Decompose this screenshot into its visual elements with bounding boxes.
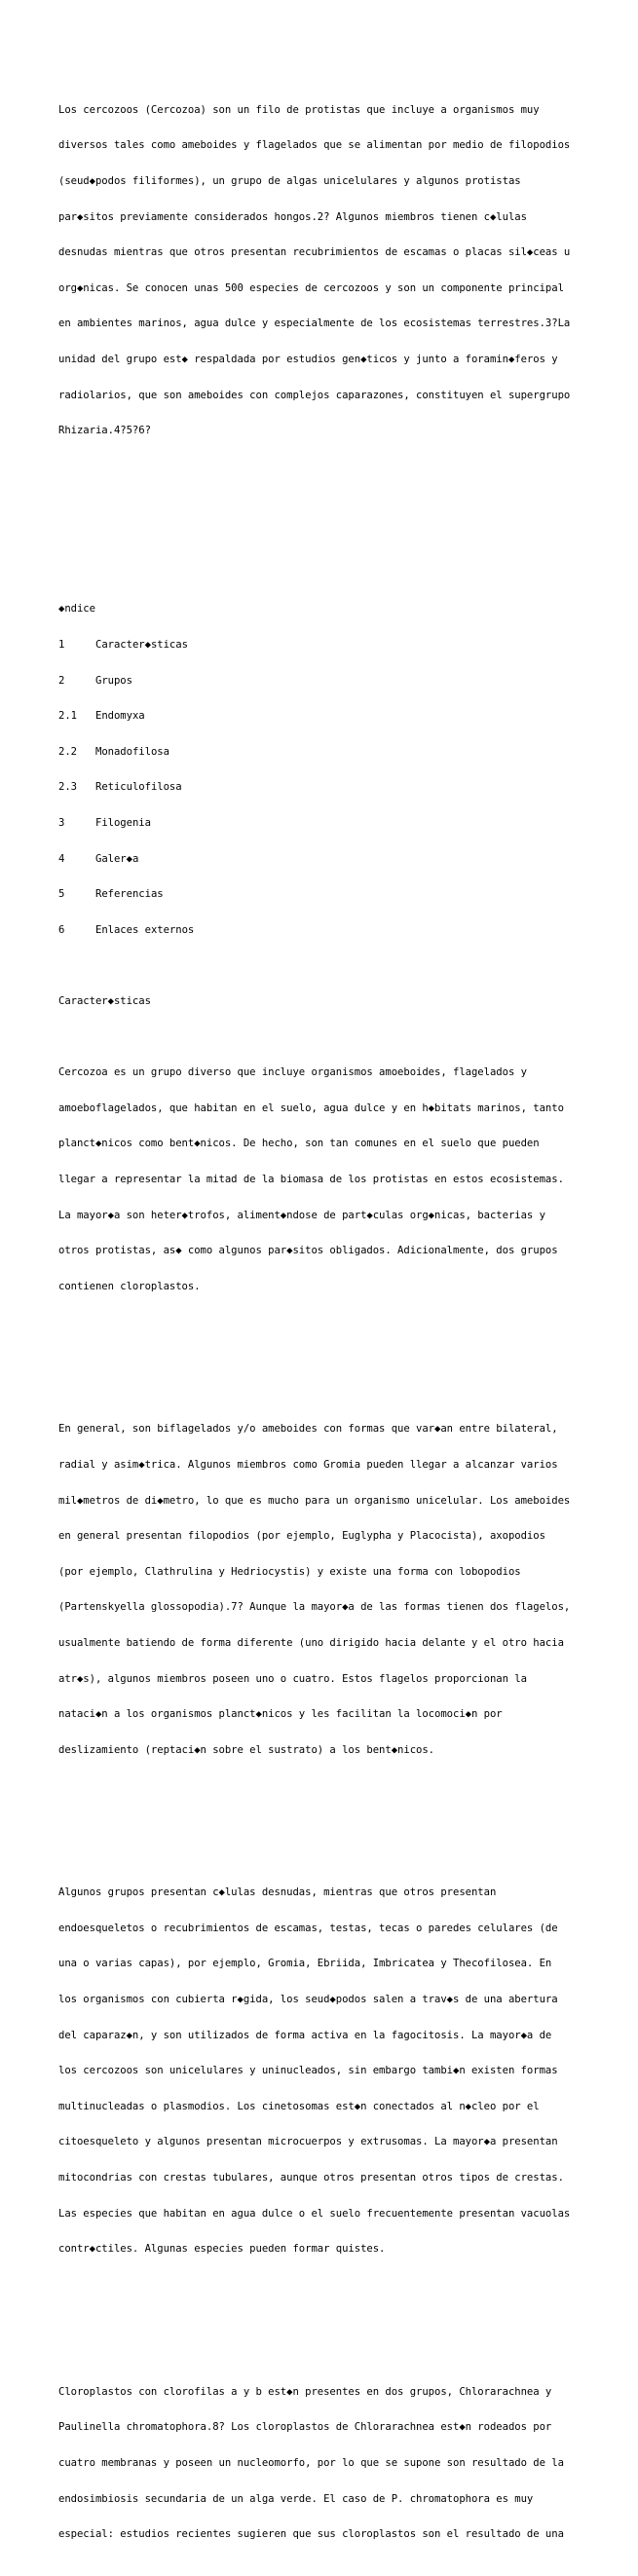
text-line: del caparaz◆n, y son utilizados de forma activa en la fagocitosis. La mayor◆a de [58, 2029, 552, 2041]
text-line: mil◆metros de di◆metro, lo que es mucho para un organismo unicelular. Los ameboides [58, 1494, 571, 1507]
text-line: usualmente batiendo de forma diferente (uno dirigido hacia delante y el otro hacia [58, 1636, 564, 1649]
text-line: La mayor◆a son heter◆trofos, aliment◆ndose de part◆culas org◆nicas, bacterias y [58, 1209, 545, 1221]
text-line: En general, son biflagelados y/o ameboides con formas que var◆an entre bilateral, [58, 1423, 558, 1436]
toc-label: Referencias [95, 888, 164, 901]
text-line: mitocondrias con crestas tubulares, aunque otros presentan otros tipos de crestas. [58, 2172, 564, 2184]
toc-label: Filogenia [95, 816, 151, 829]
paragraph [58, 1400, 604, 1780]
text-line: cuatro membranas y poseen un nucleomorfo, por lo que se supone son resultado de la [58, 2456, 564, 2469]
toc-label: Galer◆a [95, 852, 139, 865]
paragraph [58, 1863, 604, 2279]
text-line: Cercozoa es un grupo diverso que incluye organismos amoeboides, flagelados y [58, 1066, 527, 1079]
text-line: Algunos grupos presentan c◆lulas desnudas, mientras que otros presentan [58, 1886, 497, 1899]
toc-label: Monadofilosa [95, 745, 169, 758]
toc-number: 2.3 [58, 781, 77, 794]
toc-item[interactable] [58, 924, 604, 936]
paragraph [58, 1043, 604, 1317]
text-line: deslizamiento (reptaci◆n sobre el sustrato) a los bent◆nicos. [58, 1743, 435, 1756]
text-line: una o varias capas), por ejemplo, Gromia, Ebriida, Imbricatea y Thecofilosea. En [58, 1958, 552, 1970]
text-line: (seud◆podos filiformes), un grupo de algas unicelulares y algunos protistas [58, 175, 521, 188]
toc-number: 2 [58, 674, 65, 687]
text-line: otros protistas, as◆ como algunos par◆sitos obligados. Adicionalmente, dos grupos [58, 1245, 558, 1257]
toc-item[interactable] [58, 639, 604, 651]
toc-number: 6 [58, 923, 65, 936]
text-line: Cloroplastos con clorofilas a y b est◆n presentes en dos grupos, Chlorarachnea y [58, 2385, 552, 2398]
toc-number: 1 [58, 638, 65, 651]
text-line: radiolarios, que son ameboides con complejos caparazones, constituyen el supergrupo [58, 389, 571, 401]
text-line: contr◆ctiles. Algunas especies pueden formar quistes. [58, 2243, 386, 2256]
toc-number: 3 [58, 816, 65, 829]
text-line: atr◆s), algunos miembros poseen uno o cuatro. Estos flagelos proporcionan la [58, 1672, 527, 1685]
text-line: en ambientes marinos, agua dulce y especialmente de los ecosistemas terrestres.3?La [58, 317, 571, 330]
toc-title: ◆ndice [58, 603, 95, 616]
text-line: par◆sitos previamente considerados hongos.2? Algunos miembros tienen c◆lulas [58, 210, 527, 223]
toc-label: Reticulofilosa [95, 781, 182, 794]
text-line: contienen cloroplastos. [58, 1280, 201, 1292]
text-line: unidad del grupo est◆ respaldada por estudios gen◆ticos y junto a foramin◆feros y [58, 354, 558, 366]
text-line: los organismos con cubierta r◆gida, los seud◆podos salen a trav◆s de una abertura [58, 1994, 558, 2006]
toc-number: 5 [58, 888, 65, 901]
text-line: desnudas mientras que otros presentan recubrimientos de escamas o placas sil◆ceas u [58, 246, 571, 259]
toc-item[interactable] [58, 888, 604, 900]
toc-item[interactable] [58, 781, 604, 793]
text-line: planct◆nicos como bent◆nicos. De hecho, son tan comunes en el suelo que pueden [58, 1138, 540, 1150]
toc-item[interactable] [58, 675, 604, 687]
toc-label: Endomyxa [95, 710, 145, 723]
toc-number: 4 [58, 852, 65, 865]
text-line: Las especies que habitan en agua dulce o el suelo frecuentemente presentan vacuolas [58, 2207, 571, 2220]
toc-label: Caracter◆sticas [95, 638, 188, 651]
text-line: Los cercozoos (Cercozoa) son un filo de protistas que incluye a organismos muy [58, 103, 540, 116]
toc-item[interactable] [58, 710, 604, 722]
text-line: citoesqueleto y algunos presentan microcuerpos y extrusomas. La mayor◆a presentan [58, 2136, 558, 2148]
text-line: multinucleadas o plasmodios. Los cinetosomas est◆n conectados al n◆cleo por el [58, 2100, 540, 2112]
document-page [58, 56, 604, 2576]
text-line: Rhizaria.4?5?6? [58, 425, 151, 437]
text-line: Paulinella chromatophora.8? Los cloroplastos de Chlorarachnea est◆n rodeados por [58, 2421, 552, 2434]
text-line: en general presentan filopodios (por ejemplo, Euglypha y Placocista), axopodios [58, 1530, 545, 1543]
toc-label: Enlaces externos [95, 923, 195, 936]
text-line: (por ejemplo, Clathrulina y Hedriocystis) y existe una forma con lobopodios [58, 1565, 521, 1578]
text-line: los cercozoos son unicelulares y uninucleados, sin embargo tambi◆n existen formas [58, 2065, 558, 2077]
text-line: endoesqueletos o recubrimientos de escamas, testas, tecas o paredes celulares (de [58, 1922, 558, 1934]
text-line: nataci◆n a los organismos planct◆nicos y les facilitan la locomoci◆n por [58, 1708, 503, 1721]
text-line: org◆nicas. Se conocen unas 500 especies de cercozoos y son un componente principal [58, 281, 564, 294]
text-line: amoeboflagelados, que habitan en el suelo, agua dulce y en h◆bitats marinos, tanto [58, 1101, 564, 1114]
text-line: diversos tales como ameboides y flagelados que se alimentan por medio de filopodios [58, 139, 571, 152]
text-line: llegar a representar la mitad de la biomasa de los protistas en estos ecosistemas. [58, 1174, 564, 1186]
toc-label: Grupos [95, 674, 132, 687]
toc-item[interactable] [58, 746, 604, 758]
text-line: radial y asim◆trica. Algunos miembros como Gromia pueden llegar a alcanzar varios [58, 1458, 558, 1471]
intro-paragraph [58, 80, 604, 461]
section-heading: Caracter◆sticas [58, 994, 151, 1007]
text-line: (Partenskyella glossopodia).7? Aunque la mayor◆a de las formas tienen dos flagelos, [58, 1601, 571, 1614]
table-of-contents [58, 579, 604, 960]
text-line: especial: estudios recientes sugieren que sus cloroplastos son el resultado de una [58, 2528, 564, 2541]
toc-number: 2.1 [58, 710, 77, 723]
text-line: endosimbiosis secundaria de un alga verde. El caso de P. chromatophora es muy [58, 2492, 534, 2505]
toc-number: 2.2 [58, 745, 77, 758]
paragraph [58, 2362, 604, 2563]
toc-item[interactable] [58, 853, 604, 865]
toc-item[interactable] [58, 817, 604, 829]
